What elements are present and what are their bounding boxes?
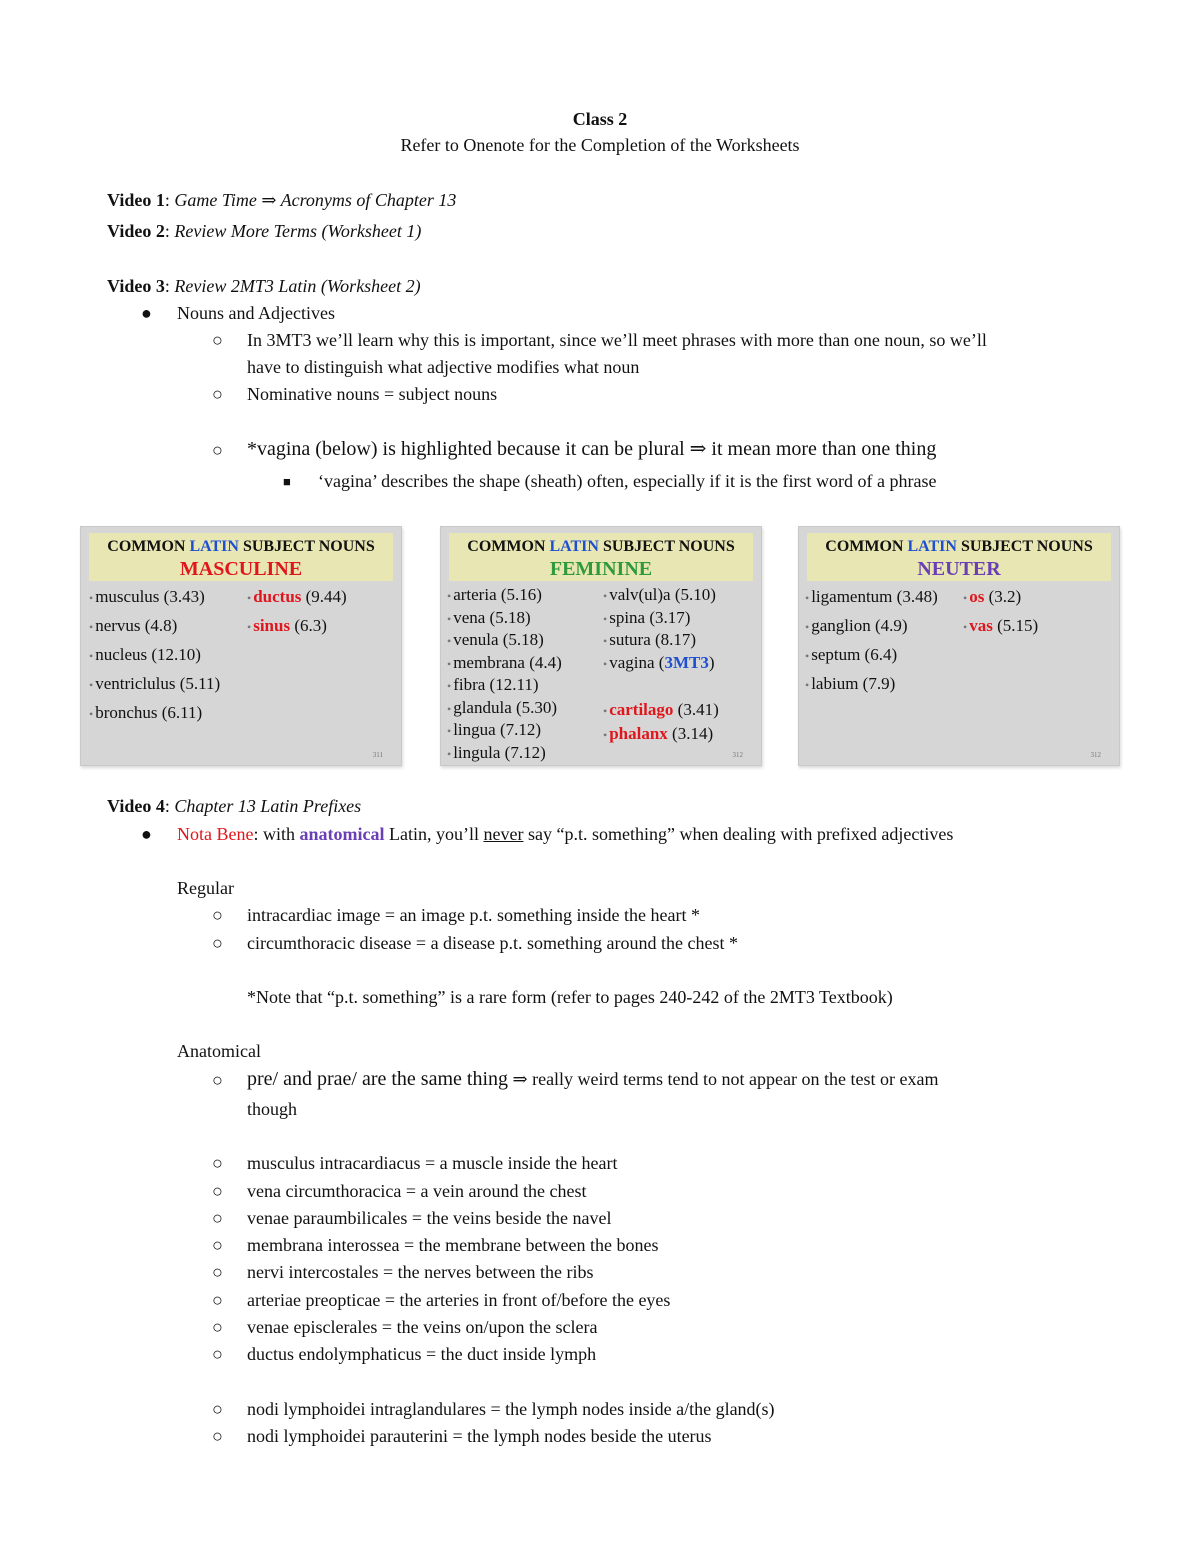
circle-bullet-icon: ○ bbox=[212, 1153, 223, 1173]
slide-header-title: COMMON LATIN SUBJECT NOUNS bbox=[107, 538, 375, 555]
slide-header bbox=[449, 533, 753, 581]
list-item: musculus intracardiacus = a muscle inside the heart bbox=[247, 1153, 618, 1173]
list-item: • cartilago (3.41) bbox=[603, 700, 719, 719]
list-item: nodi lymphoidei parauterini = the lymph nodes beside the uterus bbox=[247, 1426, 712, 1446]
never-underlined: never bbox=[483, 824, 524, 844]
list-item: • ductus (9.44) bbox=[247, 587, 347, 606]
circle-bullet-icon: ○ bbox=[212, 1235, 223, 1255]
list-item: • fibra (12.11) bbox=[447, 675, 539, 694]
list-item: • ganglion (4.9) bbox=[805, 616, 908, 635]
video-1-line: Video 1: Game Time ⇒ Acronyms of Chapter 13 bbox=[107, 190, 457, 210]
video-3-sub2: Nominative nouns = subject nouns bbox=[247, 384, 498, 404]
page-title: Class 2 bbox=[572, 109, 628, 129]
slide-gender-heading: MASCULINE bbox=[179, 558, 303, 580]
list-item: • ligamentum (3.48) bbox=[805, 587, 938, 606]
slide-masculine bbox=[80, 526, 402, 766]
bullet-disc-icon: ● bbox=[141, 303, 152, 323]
list-item: membrana interossea = the membrane between the bones bbox=[247, 1235, 659, 1255]
video-3-title: Review 2MT3 Latin (Worksheet 2) bbox=[174, 276, 421, 296]
list-item: • nucleus (12.10) bbox=[89, 645, 201, 664]
video-3-bullet: Nouns and Adjectives bbox=[177, 303, 335, 323]
circle-bullet-icon: ○ bbox=[212, 440, 223, 460]
rare-form-note: *Note that “p.t. something” is a rare form (refer to pages 240-242 of the 2MT3 Textbook) bbox=[247, 987, 893, 1007]
circle-bullet-icon: ○ bbox=[212, 1181, 223, 1201]
circle-bullet-icon: ○ bbox=[212, 933, 223, 953]
pre-prae-line-2: though bbox=[247, 1099, 298, 1119]
pre-prae-line: pre/ and prae/ are the same thing ⇒ really weird terms tend to not appear on the test or exam bbox=[247, 1068, 939, 1090]
list-item: venae paraumbilicales = the veins beside the navel bbox=[247, 1208, 612, 1228]
list-item: arteriae preopticae = the arteries in front of/before the eyes bbox=[247, 1290, 671, 1310]
list-item: • membrana (4.4) bbox=[447, 653, 562, 672]
nota-bene-label: Nota Bene bbox=[177, 824, 254, 844]
video-3-label: Video 3 bbox=[107, 276, 165, 296]
list-item: • venula (5.18) bbox=[447, 630, 544, 649]
page-subtitle: Refer to Onenote for the Completion of the Worksheets bbox=[400, 135, 800, 155]
anatomical-heading: Anatomical bbox=[177, 1041, 261, 1061]
list-item: circumthoracic disease = a disease p.t. something around the chest * bbox=[247, 933, 738, 953]
slide-page-number: 312 bbox=[732, 751, 743, 759]
list-item: • bronchus (6.11) bbox=[89, 703, 203, 722]
slide-neuter bbox=[798, 526, 1120, 766]
slide-header-title: COMMON LATIN SUBJECT NOUNS bbox=[825, 538, 1093, 555]
circle-bullet-icon: ○ bbox=[212, 1262, 223, 1282]
slide-page-number: 311 bbox=[372, 751, 383, 759]
video-4-line: Video 4: Chapter 13 Latin Prefixes bbox=[107, 796, 362, 816]
list-item: • os (3.2) bbox=[963, 587, 1022, 606]
slide-header-title: COMMON LATIN SUBJECT NOUNS bbox=[467, 538, 735, 555]
circle-bullet-icon: ○ bbox=[212, 1399, 223, 1419]
bullet-disc-icon: ● bbox=[141, 824, 152, 844]
list-item: • lingula (7.12) bbox=[447, 743, 546, 762]
circle-bullet-icon: ○ bbox=[212, 1070, 223, 1090]
square-bullet-icon: ■ bbox=[283, 474, 291, 489]
video-3-sub3: *vagina (below) is highlighted because it can be plural ⇒ it mean more than one thing bbox=[247, 438, 937, 460]
list-item: • vagina (3MT3) bbox=[603, 653, 715, 672]
video-4-title: Chapter 13 Latin Prefixes bbox=[174, 796, 362, 816]
list-item: • nervus (4.8) bbox=[89, 616, 178, 635]
circle-bullet-icon: ○ bbox=[212, 1317, 223, 1337]
circle-bullet-icon: ○ bbox=[212, 1426, 223, 1446]
nota-bene-line: Nota Bene: with anatomical Latin, you’ll never say “p.t. something” when dealing with prefixed adjectives bbox=[177, 824, 954, 844]
video-1-title: Game Time ⇒ Acronyms of Chapter 13 bbox=[174, 190, 457, 210]
video-2-title: Review More Terms (Worksheet 1) bbox=[174, 221, 422, 241]
slide-header bbox=[807, 533, 1111, 581]
list-item: • musculus (3.43) bbox=[89, 587, 205, 606]
video-2-label: Video 2 bbox=[107, 221, 165, 241]
circle-bullet-icon: ○ bbox=[212, 905, 223, 925]
list-item: • septum (6.4) bbox=[805, 645, 898, 664]
circle-bullet-icon: ○ bbox=[212, 1344, 223, 1364]
list-item: • sinus (6.3) bbox=[247, 616, 327, 635]
video-4-label: Video 4 bbox=[107, 796, 165, 816]
list-item: • ventriclulus (5.11) bbox=[89, 674, 221, 693]
video-3-line: Video 3: Review 2MT3 Latin (Worksheet 2) bbox=[107, 276, 421, 296]
list-item: • sutura (8.17) bbox=[603, 630, 697, 649]
regular-heading: Regular bbox=[177, 878, 234, 898]
list-item: • lingua (7.12) bbox=[447, 720, 542, 739]
circle-bullet-icon: ○ bbox=[212, 330, 223, 350]
video-3-sub1-line2: have to distinguish what adjective modifies what noun bbox=[247, 357, 640, 377]
slide-gender-heading: FEMININE bbox=[549, 558, 653, 580]
circle-bullet-icon: ○ bbox=[212, 384, 223, 404]
circle-bullet-icon: ○ bbox=[212, 1290, 223, 1310]
video-3-subsub: ‘vagina’ describes the shape (sheath) often, especially if it is the first word of a phrase bbox=[318, 471, 937, 491]
list-item: • arteria (5.16) bbox=[447, 585, 542, 604]
slide-header bbox=[89, 533, 393, 581]
list-item: • glandula (5.30) bbox=[447, 698, 558, 717]
anatomical-highlight: anatomical bbox=[299, 824, 385, 844]
list-item: venae episclerales = the veins on/upon the sclera bbox=[247, 1317, 598, 1337]
list-item: ductus endolymphaticus = the duct inside lymph bbox=[247, 1344, 597, 1364]
video-1-label: Video 1 bbox=[107, 190, 165, 210]
slide-feminine bbox=[440, 526, 762, 766]
slide-gender-heading: NEUTER bbox=[917, 558, 1001, 580]
video-2-line: Video 2: Review More Terms (Worksheet 1) bbox=[107, 221, 422, 241]
list-item: • spina (3.17) bbox=[603, 608, 691, 627]
circle-bullet-icon: ○ bbox=[212, 1208, 223, 1228]
list-item: vena circumthoracica = a vein around the chest bbox=[247, 1181, 587, 1201]
list-item: • phalanx (3.14) bbox=[603, 724, 714, 743]
list-item: • vas (5.15) bbox=[963, 616, 1039, 635]
list-item: • valv(ul)a (5.10) bbox=[603, 585, 716, 604]
slide-page-number: 312 bbox=[1090, 751, 1101, 759]
list-item: • vena (5.18) bbox=[447, 608, 531, 627]
video-3-sub1-line1: In 3MT3 we’ll learn why this is important, since we’ll meet phrases with more than one noun, so we’ll bbox=[247, 330, 987, 350]
list-item: • labium (7.9) bbox=[805, 674, 896, 693]
list-item: nervi intercostales = the nerves between the ribs bbox=[247, 1262, 594, 1282]
list-item: nodi lymphoidei intraglandulares = the lymph nodes inside a/the gland(s) bbox=[247, 1399, 775, 1419]
list-item: intracardiac image = an image p.t. something inside the heart * bbox=[247, 905, 700, 925]
